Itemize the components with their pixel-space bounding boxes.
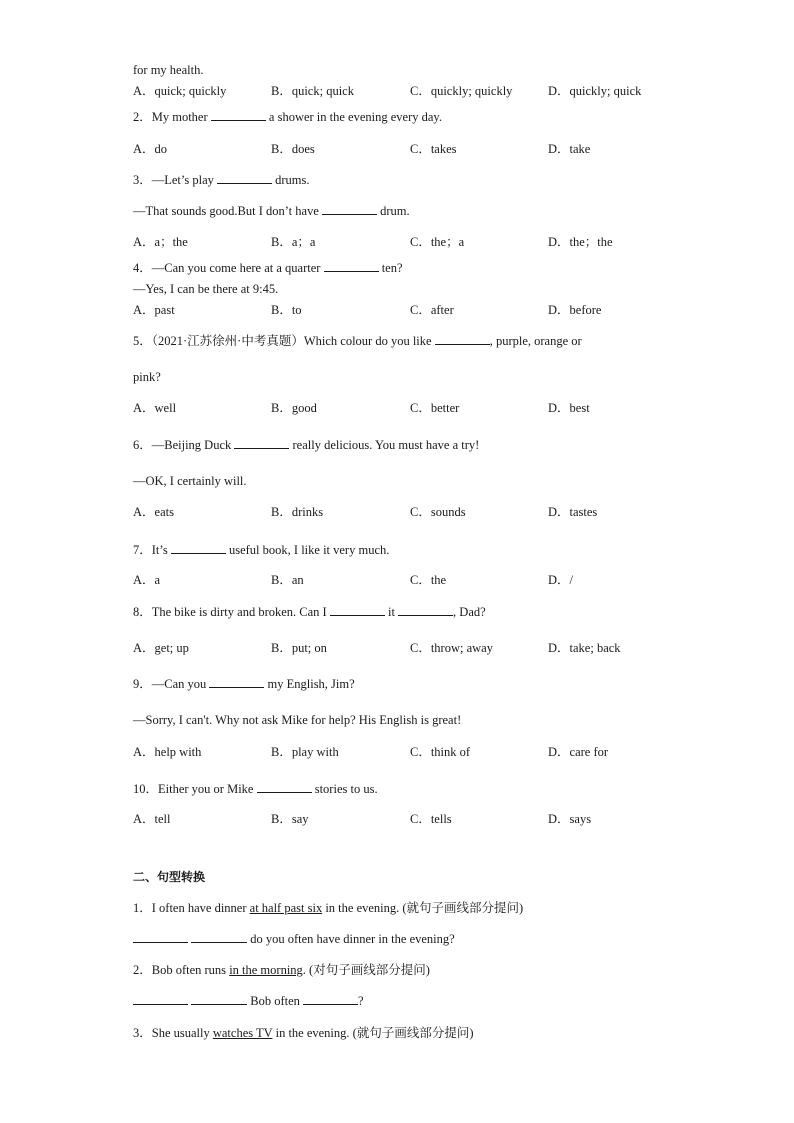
t2-stem [133, 962, 430, 978]
q1-option-a[interactable]: A．quick; quickly [133, 84, 227, 98]
q5-stem-pre: 5．（2021·江苏徐州·中考真题）Which colour do you like [133, 334, 435, 348]
q5-option-d[interactable]: D．best [548, 401, 590, 415]
q3-stem-line2 [133, 203, 410, 219]
q6-stem-line2: —OK, I certainly will. [133, 474, 247, 488]
q8-option-b[interactable]: B．put; on [271, 641, 327, 655]
q8-stem-mid: it [384, 605, 399, 619]
q5-stem-post: , purple, orange or [489, 334, 582, 348]
answer-blank[interactable] [209, 676, 264, 688]
q3-stem-post: drums. [272, 173, 310, 187]
q6-stem-post: really delicious. You must have a try! [289, 438, 480, 452]
q9-stem-line2: —Sorry, I can't. Why not ask Mike for help? His English is great! [133, 713, 462, 727]
q8-stem-pre: 8．The bike is dirty and broken. Can I [133, 605, 330, 619]
q4-option-d[interactable]: D．before [548, 303, 602, 317]
t2-answer-line [133, 993, 364, 1009]
q10-option-b[interactable]: B．say [271, 812, 309, 826]
t2-answer-post: ? [358, 994, 364, 1008]
q9-option-a[interactable]: A．help with [133, 745, 202, 759]
q4-option-c[interactable]: C．after [410, 303, 454, 317]
q6-option-d[interactable]: D．tastes [548, 505, 598, 519]
q6-option-b[interactable]: B．drinks [271, 505, 324, 519]
q9-option-b[interactable]: B．play with [271, 745, 339, 759]
q10-option-d[interactable]: D．says [548, 812, 592, 826]
t3-stem [133, 1025, 473, 1041]
q5-stem [133, 333, 582, 349]
q10-option-a[interactable]: A．tell [133, 812, 171, 826]
q6-option-c[interactable]: C．sounds [410, 505, 466, 519]
q7-option-c[interactable]: C．the [410, 573, 447, 587]
q10-option-c[interactable]: C．tells [410, 812, 452, 826]
t2-underlined-part: in the morning [229, 963, 303, 977]
q7-stem-post: useful book, I like it very much. [225, 543, 390, 557]
q9-option-c[interactable]: C．think of [410, 745, 471, 759]
q8-option-a[interactable]: A．get; up [133, 641, 189, 655]
q4-stem-post: ten? [378, 261, 403, 275]
section-heading: 二、句型转换 [133, 870, 206, 884]
q7-option-d[interactable]: D．/ [548, 573, 574, 587]
q2-option-b[interactable]: B．does [271, 142, 315, 156]
q10-stem [133, 781, 378, 797]
q3-stem [133, 172, 310, 188]
q6-stem-pre: 6．—Beijing Duck [133, 438, 235, 452]
q7-stem-pre: 7．It’s [133, 543, 171, 557]
q10-stem-pre: 10．Either you or Mike [133, 782, 257, 796]
q4-stem-pre: 4．—Can you come here at a quarter [133, 261, 324, 275]
answer-blank[interactable] [330, 604, 385, 616]
t2-answer-mid: Bob often [247, 994, 304, 1008]
q9-stem-pre: 9．—Can you [133, 677, 210, 691]
q2-option-a[interactable]: A．do [133, 142, 168, 156]
q3-option-d[interactable]: D．the；the [548, 235, 613, 249]
q3-option-c[interactable]: C．the；a [410, 235, 465, 249]
t2-stem-pre: 2．Bob often runs [133, 963, 230, 977]
q3-line2-post: drum. [377, 204, 410, 218]
q10-stem-post: stories to us. [311, 782, 378, 796]
t1-stem-pre: 1．I often have dinner [133, 901, 250, 915]
q7-option-b[interactable]: B．an [271, 573, 304, 587]
q2-stem [133, 109, 442, 125]
q1-option-b[interactable]: B．quick; quick [271, 84, 354, 98]
answer-blank[interactable] [324, 260, 379, 272]
q7-stem [133, 542, 389, 558]
q2-stem-post: a shower in the evening every day. [265, 110, 442, 124]
q4-stem [133, 260, 403, 276]
answer-blank[interactable] [133, 931, 188, 943]
q3-option-b[interactable]: B．a；a [271, 235, 316, 249]
answer-blank[interactable] [303, 993, 358, 1005]
q2-option-d[interactable]: D．take [548, 142, 591, 156]
q4-option-a[interactable]: A．past [133, 303, 175, 317]
t1-answer-post: do you often have dinner in the evening? [247, 932, 455, 946]
answer-blank[interactable] [211, 109, 266, 121]
q3-option-a[interactable]: A．a；the [133, 235, 188, 249]
q7-option-a[interactable]: A．a [133, 573, 161, 587]
answer-blank[interactable] [234, 437, 289, 449]
q6-stem [133, 437, 479, 453]
t1-underlined-part: at half past six [249, 901, 323, 915]
answer-blank[interactable] [171, 542, 226, 554]
q5-stem-line2: pink? [133, 370, 161, 384]
t1-stem-post: in the evening. (就句子画线部分提问) [322, 901, 524, 915]
t2-stem-post: . (对句子画线部分提问) [302, 963, 430, 977]
answer-blank[interactable] [191, 993, 247, 1005]
t1-stem [133, 900, 523, 916]
t1-answer-line [133, 931, 455, 947]
answer-blank[interactable] [133, 993, 188, 1005]
q5-option-a[interactable]: A．well [133, 401, 177, 415]
q5-option-b[interactable]: B．good [271, 401, 317, 415]
t3-underlined-part: watches TV [212, 1026, 273, 1040]
q9-stem-post: my English, Jim? [264, 677, 355, 691]
q4-option-b[interactable]: B．to [271, 303, 302, 317]
q3-stem-pre: 3．—Let’s play [133, 173, 218, 187]
answer-blank[interactable] [435, 333, 490, 345]
q2-option-c[interactable]: C．takes [410, 142, 457, 156]
q3-line2-pre: —That sounds good.But I don’t have [133, 204, 322, 218]
q9-stem [133, 676, 355, 692]
t3-stem-post: in the evening. (就句子画线部分提问) [272, 1026, 474, 1040]
q4-stem-line2: —Yes, I can be there at 9:45. [133, 282, 279, 296]
answer-blank[interactable] [398, 604, 453, 616]
q8-stem [133, 604, 486, 620]
q8-option-d[interactable]: D．take; back [548, 641, 621, 655]
q1-option-c[interactable]: C．quickly; quickly [410, 84, 513, 98]
q6-option-a[interactable]: A．eats [133, 505, 174, 519]
q5-option-c[interactable]: C．better [410, 401, 460, 415]
answer-blank[interactable] [322, 203, 377, 215]
q1-option-d[interactable]: D．quickly; quick [548, 84, 642, 98]
answer-blank[interactable] [191, 931, 247, 943]
answer-blank[interactable] [257, 781, 312, 793]
t3-stem-pre: 3．She usually [133, 1026, 213, 1040]
q9-option-d[interactable]: D．care for [548, 745, 609, 759]
q8-option-c[interactable]: C．throw; away [410, 641, 493, 655]
q8-stem-post: , Dad? [453, 605, 486, 619]
q2-stem-pre: 2．My mother [133, 110, 211, 124]
answer-blank[interactable] [217, 172, 272, 184]
q1-stem-end: for my health. [133, 63, 204, 77]
